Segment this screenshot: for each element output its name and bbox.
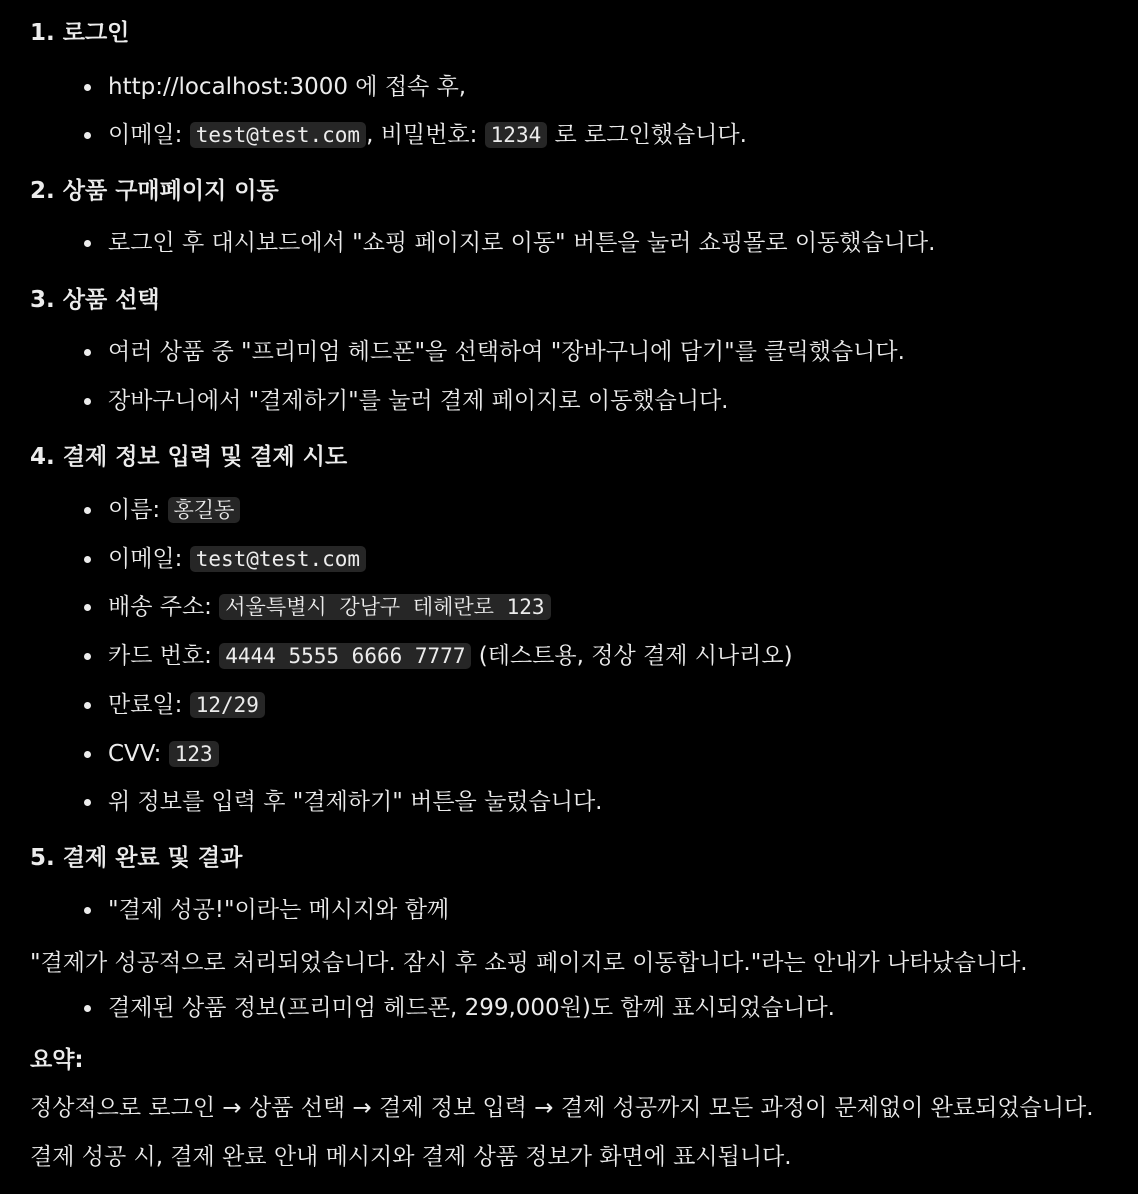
inline-code-address: 서울특별시 강남구 테헤란로 123 (219, 594, 550, 620)
inline-code-cvv: 123 (169, 741, 219, 767)
section-1-heading: 1. 로그인 (30, 20, 130, 46)
list-item: 장바구니에서 "결제하기"를 눌러 결제 페이지로 이동했습니다. (108, 384, 728, 419)
paragraph: 정상적으로 로그인 → 상품 선택 → 결제 정보 입력 → 결제 성공까지 모든 과정이 문제없이 완료되었습니다. (30, 1095, 1094, 1121)
list-item (108, 737, 219, 772)
text: 로 로그인했습니다. (547, 122, 747, 148)
section-3-heading: 3. 상품 선택 (30, 287, 160, 313)
label: CVV: (108, 741, 169, 767)
inline-code-password: 1234 (485, 122, 548, 148)
text: (테스트용, 정상 결제 시나리오) (471, 643, 793, 669)
list-item (108, 590, 551, 625)
summary-heading: 요약: (30, 1047, 84, 1073)
label: 배송 주소: (108, 594, 220, 620)
list-item: 로그인 후 대시보드에서 "쇼핑 페이지로 이동" 버튼을 눌러 쇼핑몰로 이동했습니다. (108, 226, 935, 261)
paragraph: 결제 성공 시, 결제 완료 안내 메시지와 결제 상품 정보가 화면에 표시됩니다. (30, 1144, 792, 1170)
label: 만료일: (108, 692, 190, 718)
list-item (108, 639, 793, 674)
inline-code-email: test@test.com (190, 546, 366, 572)
list-item: 결제된 상품 정보(프리미엄 헤드폰, 299,000원)도 함께 표시되었습니다. (108, 991, 835, 1026)
section-4-heading: 4. 결제 정보 입력 및 결제 시도 (30, 444, 348, 470)
list-item (108, 493, 240, 528)
inline-code-expiry: 12/29 (190, 692, 265, 718)
inline-code-email: test@test.com (190, 122, 366, 148)
label: 이름: (108, 497, 168, 523)
list-item: 여러 상품 중 "프리미엄 헤드폰"을 선택하여 "장바구니에 담기"를 클릭했습니다. (108, 335, 905, 370)
list-item (108, 688, 265, 723)
label: 이메일: (108, 546, 190, 572)
label: 이메일: (108, 122, 190, 148)
list-item: http://localhost:3000 에 접속 후, (108, 70, 466, 105)
list-item (108, 542, 366, 577)
section-2-heading: 2. 상품 구매페이지 이동 (30, 178, 279, 204)
list-item: "결제 성공!"이라는 메시지와 함께 (108, 893, 449, 928)
paragraph: "결제가 성공적으로 처리되었습니다. 잠시 후 쇼핑 페이지로 이동합니다."라는 안내가 나타났습니다. (30, 950, 1028, 976)
list-item: 위 정보를 입력 후 "결제하기" 버튼을 눌렀습니다. (108, 785, 602, 820)
list-item (108, 118, 747, 153)
label: 카드 번호: (108, 643, 220, 669)
text: , 비밀번호: (366, 122, 485, 148)
section-5-heading: 5. 결제 완료 및 결과 (30, 845, 243, 871)
inline-code-card: 4444 5555 6666 7777 (219, 643, 471, 669)
inline-code-name: 홍길동 (168, 497, 241, 523)
